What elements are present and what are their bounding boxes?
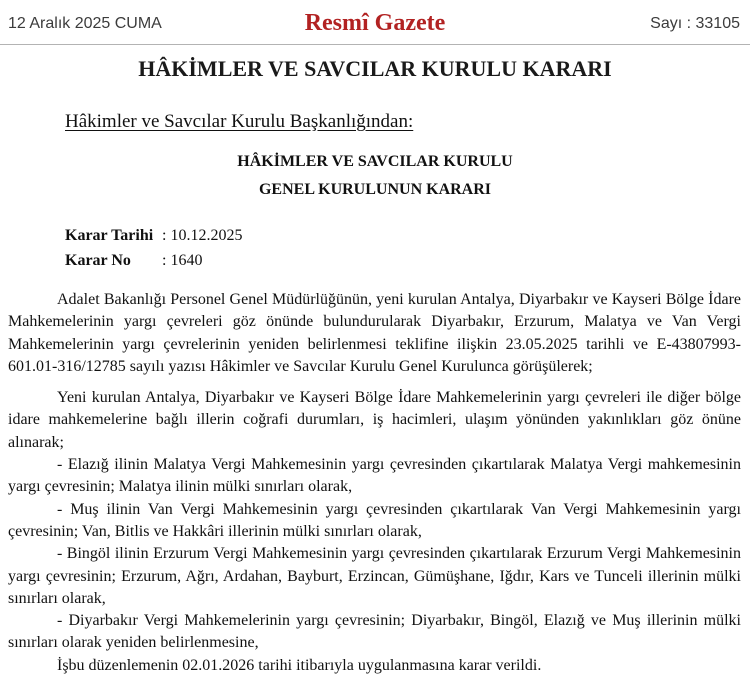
decision-paragraph: İşbu düzenlemenin 02.01.2026 tarihi itibarıyla uygulanmasına karar verildi. — [57, 656, 542, 674]
decision-body — [8, 289, 741, 677]
decision-paragraph: - Muş ilinin Van Vergi Mahkemesinin yargı çevresinden çıkartılarak Van Vergi Mahkemesinin yargı çevresinin; Van, Bitlis ve Hakkâri illerinin mülki sınırları olarak, — [8, 500, 741, 540]
decision-meta — [65, 223, 750, 273]
gazette-date: 12 Aralık 2025 CUMA — [8, 15, 162, 32]
decision-date-value: : 10.12.2025 — [162, 227, 243, 244]
decision-heading — [0, 148, 750, 204]
decision-paragraph: - Elazığ ilinin Malatya Vergi Mahkemesinin yargı çevresinden çıkartılarak Malatya Vergi mahkemesinin yargı çevresinin; Malatya ilinin mülki sınırları olarak, — [8, 456, 741, 496]
decision-paragraph: - Bingöl ilinin Erzurum Vergi Mahkemesinin yargı çevresinden çıkartılarak Erzurum Vergi Mahkemesinin yargı çevresinin; Erzurum, Ağrı, Ardahan, Bayburt, Erzincan, Gümüşhane, Iğdır, Kars ve Tunceli illerinin mülki sınırları olarak, — [8, 545, 741, 607]
decision-heading-line2: GENEL KURULUNUN KARARI — [258, 181, 492, 198]
decision-heading-line1: HÂKİMLER VE SAVCILAR KURULU — [237, 153, 513, 170]
decision-paragraph: Adalet Bakanlığı Personel Genel Müdürlüğünün, yeni kurulan Antalya, Diyarbakır ve Kayseri Bölge İdare Mahkemelerinin yargı çevreleri göz önünde bulundurularak Diyarbakır, Erzurum, Malatya ve Van Vergi Mahkemelerinin yargı çevrelerinin yeniden belirlenmesi teklifine ilişkin 23.05.2025 tarihli ve E-43807993-601.01-316/12785 sayılı yazısı Hâkimler ve Savcılar Kurulu Genel Kurulunca görüşülerek; — [8, 291, 741, 375]
decision-number-value: : 1640 — [162, 252, 203, 269]
decision-paragraph: Yeni kurulan Antalya, Diyarbakır ve Kayseri Bölge İdare Mahkemelerinin yargı çevreleri ile diğer bölge idare mahkemelerine bağlı illerin coğrafi durumları, iş hacimleri, ulaşım yönünden yakınlıkları göz önüne alınarak; — [8, 389, 741, 451]
issuing-authority-heading: Hâkimler ve Savcılar Kurulu Başkanlığından: — [65, 111, 414, 132]
decision-paragraph: - Diyarbakır Vergi Mahkemelerinin yargı çevresinin; Diyarbakır, Bingöl, Elazığ ve Muş illerinin mülki sınırları olarak yeniden belirlenmesine, — [8, 612, 741, 652]
decision-number-label: Karar No — [65, 252, 131, 269]
decision-number-row — [65, 248, 750, 273]
decision-main-title: HÂKİMLER VE SAVCILAR KURULU KARARI — [138, 56, 612, 81]
gazette-issue-number: Sayı : 33105 — [650, 15, 740, 32]
gazette-title: Resmî Gazete — [304, 10, 446, 36]
decision-date-row — [65, 223, 750, 248]
gazette-header — [0, 0, 750, 45]
decision-date-label: Karar Tarihi — [65, 227, 154, 244]
